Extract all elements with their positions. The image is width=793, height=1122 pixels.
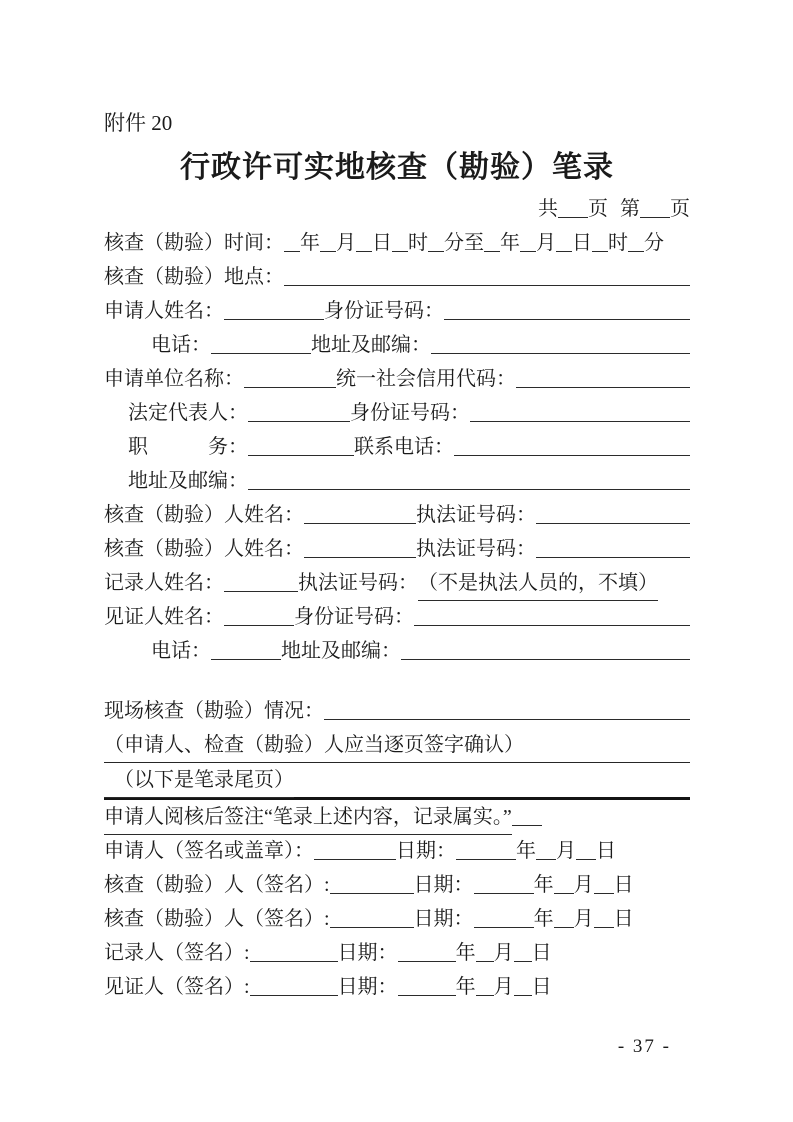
blank-field: [536, 557, 690, 558]
field-label: 年: [516, 840, 536, 862]
blank-field: [444, 319, 690, 320]
field-label: 申请单位名称：: [104, 368, 244, 390]
line-read-confirm-note: [104, 800, 690, 834]
line-witness-name-id: [104, 600, 690, 634]
field-label: 日: [372, 232, 392, 254]
blank-field: [456, 859, 516, 860]
line-witness-phone-address: [104, 634, 690, 668]
line-unit-name-credit-code: [104, 362, 690, 396]
field-label: 年: [455, 976, 476, 998]
field-label: 页: [670, 198, 690, 220]
form-lines: [104, 192, 690, 1004]
blank-field: [224, 591, 298, 592]
blank-field: [428, 251, 444, 252]
field-label: 年: [300, 232, 320, 254]
field-label: 申请人姓名：: [104, 300, 224, 322]
field-label: 日: [613, 874, 634, 896]
field-label: 第: [620, 198, 640, 220]
blank-field: [398, 995, 456, 996]
blank-field: [304, 523, 416, 524]
field-label: 共: [538, 198, 558, 220]
field-label: 核查（勘验）时间：: [104, 232, 284, 254]
field-label: 日: [572, 232, 592, 254]
blank-field: [592, 251, 608, 252]
field-label: 电话：: [151, 334, 211, 356]
field-label: 月: [493, 976, 514, 998]
field-label: 核查（勘验）人姓名：: [104, 538, 304, 560]
blank-field: [320, 251, 336, 252]
blank-field: [474, 927, 534, 928]
field-label: 时: [608, 232, 628, 254]
blank-field: [554, 927, 574, 928]
line-inspector2-name-id: [104, 532, 690, 566]
line-inspector2-signature: [104, 902, 690, 936]
field-label: 地址及邮编：: [311, 334, 431, 356]
field-label: 页: [588, 198, 608, 220]
field-label: 日期：: [413, 908, 474, 930]
field-label: 电话：: [151, 640, 211, 662]
blank-field: [398, 961, 456, 962]
page-counter: [104, 192, 690, 226]
field-label: 执法证号码：: [298, 572, 418, 594]
field-label: 月: [336, 232, 356, 254]
field-label: 记录人姓名：: [104, 572, 224, 594]
footer-page-number: - 37 -: [617, 1036, 671, 1057]
field-label: 日期：: [396, 840, 456, 862]
field-label: 分至: [444, 232, 484, 254]
line-recorder-signature: [104, 936, 690, 970]
line-witness-signature: [104, 970, 690, 1004]
underlined-label: （不是执法人员的，不填）: [418, 566, 658, 601]
blank-field: [520, 251, 536, 252]
line-site-inspection-result: [104, 694, 690, 728]
blank-field: [516, 387, 690, 388]
blank-field: [330, 927, 414, 928]
blank-field: [211, 659, 281, 660]
blank-field: [284, 285, 690, 286]
blank-field: [356, 251, 372, 252]
field-label: 日: [596, 840, 616, 862]
field-label: 核查（勘验）人（签名）:: [104, 874, 330, 896]
field-label: 月: [556, 840, 576, 862]
field-label: 地址及邮编：: [281, 640, 401, 662]
field-label: 核查（勘验）人（签名）:: [104, 908, 330, 930]
field-label: 日期：: [413, 874, 474, 896]
field-label: 现场核查（勘验）情况：: [104, 700, 324, 722]
blank-field: [304, 557, 416, 558]
blank-field: [401, 659, 690, 660]
field-label: 年: [533, 908, 554, 930]
field-label: 时: [408, 232, 428, 254]
blank-field: [536, 859, 556, 860]
blank-field: [594, 893, 614, 894]
line-applicant-phone-address: [104, 328, 690, 362]
blank-field: [536, 523, 690, 524]
field-label: 日: [531, 942, 552, 964]
blank-field: [414, 625, 690, 626]
blank-field: [484, 251, 500, 252]
blank-field: [284, 251, 300, 252]
underlined-label: 申请人阅核后签注“笔录上述内容，记录属实。”: [104, 800, 512, 835]
blank-field: [211, 353, 311, 354]
line-inspection-time: [104, 226, 690, 260]
field-label: 核查（勘验）人姓名：: [104, 504, 304, 526]
blank-field: [248, 421, 350, 422]
blank-field: [248, 489, 690, 490]
blank-field: [224, 625, 294, 626]
underlined-label: （以下是笔录尾页）: [104, 763, 294, 798]
blank-field: [330, 893, 414, 894]
blank-field: [314, 859, 396, 860]
line-legal-rep-id: [104, 396, 690, 430]
line-applicant-name-id: [104, 294, 690, 328]
blank-field: [474, 893, 534, 894]
blank-field: [454, 455, 690, 456]
field-label: 年: [500, 232, 520, 254]
field-label: 见证人姓名：: [104, 606, 224, 628]
blank-field: [594, 927, 614, 928]
field-label: 日: [531, 976, 552, 998]
field-label: 法定代表人：: [128, 402, 248, 424]
field-label: 年: [455, 942, 476, 964]
field-label: 申请人（签名或盖章）：: [104, 840, 314, 862]
field-label: 分: [644, 232, 664, 254]
blank-field: [244, 387, 336, 388]
field-label: 身份证号码：: [294, 606, 414, 628]
field-label: 联系电话：: [354, 436, 454, 458]
field-label: 月: [573, 908, 594, 930]
blank-field: [514, 995, 532, 996]
blank-field: [628, 251, 644, 252]
field-label: 执法证号码：: [416, 538, 536, 560]
line-applicant-signature: [104, 834, 690, 868]
field-label: 地址及邮编：: [128, 470, 248, 492]
field-label: 年: [533, 874, 554, 896]
line-record-tail-note: [104, 763, 690, 800]
field-label: 日期：: [337, 976, 398, 998]
document-content: [104, 0, 690, 1004]
field-label: 身份证号码：: [350, 402, 470, 424]
blank-field: [476, 995, 494, 996]
blank-field: [640, 217, 670, 218]
blank-field: [514, 961, 532, 962]
blank-field: [576, 859, 596, 860]
field-label: 日: [613, 908, 634, 930]
blank-field: [392, 251, 408, 252]
blank-field: [554, 893, 574, 894]
field-label: 身份证号码：: [324, 300, 444, 322]
line-recorder-name-id: [104, 566, 690, 600]
blank-field: [250, 995, 338, 996]
field-label: 统一社会信用代码：: [336, 368, 516, 390]
line-sign-every-page-note: [104, 728, 690, 763]
line-inspector1-name-id: [104, 498, 690, 532]
field-label: 日期：: [337, 942, 398, 964]
line-position-phone: [104, 430, 690, 464]
blank-field: [324, 719, 690, 720]
field-label: 执法证号码：: [416, 504, 536, 526]
field-label: 月: [573, 874, 594, 896]
blank-field: [558, 217, 588, 218]
field-label: 职 务：: [128, 436, 248, 458]
blank-field: [512, 825, 542, 826]
field-label: 月: [493, 942, 514, 964]
line-inspector1-signature: [104, 868, 690, 902]
line-unit-address: [104, 464, 690, 498]
field-label: 记录人（签名）:: [104, 942, 250, 964]
blank-field: [476, 961, 494, 962]
field-label: 见证人（签名）:: [104, 976, 250, 998]
blank-field: [431, 353, 690, 354]
line-inspection-place: [104, 260, 690, 294]
field-label: 月: [536, 232, 556, 254]
field-label: 核查（勘验）地点：: [104, 266, 284, 288]
blank-field: [248, 455, 354, 456]
blank-field: [224, 319, 324, 320]
blank-field: [250, 961, 338, 962]
field-label: （申请人、检查（勘验）人应当逐页签字确认）: [104, 734, 524, 756]
blank-field: [556, 251, 572, 252]
page-title: 行政许可实地核查（勘验）笔录: [180, 151, 614, 184]
attachment-label: 附件 20: [104, 111, 173, 135]
blank-field: [470, 421, 690, 422]
